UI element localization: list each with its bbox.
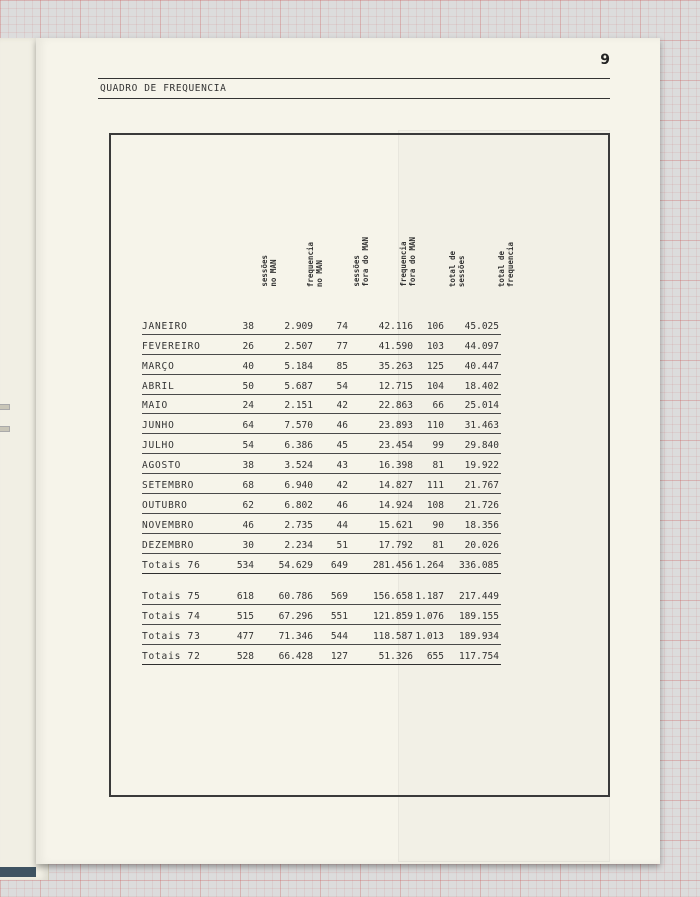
table-cell: 66	[432, 400, 444, 412]
table-cell: 54.629	[278, 559, 313, 571]
column-header	[304, 205, 326, 287]
row-label: Totais 73	[142, 630, 201, 642]
table-cell: 1.013	[415, 630, 444, 642]
table-cell: 38	[242, 320, 254, 332]
table-cell: 45	[336, 440, 348, 452]
table-cell: 42	[336, 480, 348, 492]
table-cell: 31.463	[464, 420, 499, 432]
table-row	[142, 473, 501, 494]
table-cell: 44.097	[464, 340, 499, 352]
table-cell: 108	[426, 499, 444, 511]
row-label: OUTUBRO	[142, 499, 188, 511]
table-cell: 40.447	[464, 360, 499, 372]
column-header	[350, 205, 372, 287]
table-cell: 24	[242, 400, 254, 412]
table-row	[142, 354, 501, 375]
table-cell: 655	[426, 650, 444, 662]
table-cell: 2.735	[284, 519, 313, 531]
table-cell: 81	[432, 460, 444, 472]
table-cell: 68	[242, 480, 254, 492]
table-cell: 551	[330, 610, 348, 622]
table-cell: 6.386	[284, 440, 313, 452]
table-cell: 5.184	[284, 360, 313, 372]
column-header-text: total de sessões	[448, 250, 466, 287]
table-cell: 125	[426, 360, 444, 372]
staple	[0, 426, 10, 432]
row-label: FEVEREIRO	[142, 340, 201, 352]
row-label: JANEIRO	[142, 320, 188, 332]
page-header-title: QUADRO DE FREQUENCIA	[100, 83, 227, 94]
column-header	[397, 205, 419, 287]
table-cell: 16.398	[378, 460, 413, 472]
table-cell: 66.428	[278, 650, 313, 662]
column-header-text: sessões no MAN	[260, 255, 278, 287]
table-cell: 477	[236, 630, 254, 642]
table-cell: 111	[426, 480, 444, 492]
table-cell: 6.940	[284, 480, 313, 492]
row-label: NOVEMBRO	[142, 519, 195, 531]
table-cell: 1.264	[415, 559, 444, 571]
table-row	[142, 314, 501, 335]
table-cell: 2.151	[284, 400, 313, 412]
table-cell: 21.726	[464, 499, 499, 511]
row-label: SETEMBRO	[142, 480, 195, 492]
table-cell: 106	[426, 320, 444, 332]
header-rule-bottom	[98, 98, 610, 99]
table-cell: 618	[236, 590, 254, 602]
row-label: JUNHO	[142, 420, 175, 432]
column-header-text: sessões fora do MAN	[352, 237, 370, 287]
table-cell: 26	[242, 340, 254, 352]
table-cell: 81	[432, 539, 444, 551]
table-cell: 18.356	[464, 519, 499, 531]
table-cell: 2.234	[284, 539, 313, 551]
column-header-text: total de frequencia	[497, 241, 515, 287]
table-row	[142, 414, 501, 435]
table-cell: 189.155	[458, 610, 499, 622]
table-cell: 23.893	[378, 420, 413, 432]
table-cell: 21.767	[464, 480, 499, 492]
table-cell: 74	[336, 320, 348, 332]
table-cell: 1.187	[415, 590, 444, 602]
table-cell: 2.909	[284, 320, 313, 332]
table-cell: 18.402	[464, 380, 499, 392]
header-rule-top	[98, 78, 610, 79]
table-cell: 3.524	[284, 460, 313, 472]
table-cell: 54	[242, 440, 254, 452]
table-cell: 189.934	[458, 630, 499, 642]
table-row	[142, 553, 501, 574]
table-cell: 67.296	[278, 610, 313, 622]
table-cell: 544	[330, 630, 348, 642]
table-row	[142, 334, 501, 355]
table-cell: 649	[330, 559, 348, 571]
row-label: ABRIL	[142, 380, 175, 392]
table-cell: 5.687	[284, 380, 313, 392]
table-row	[142, 644, 501, 665]
row-label: Totais 75	[142, 590, 201, 602]
table-cell: 71.346	[278, 630, 313, 642]
table-cell: 7.570	[284, 420, 313, 432]
table-cell: 17.792	[378, 539, 413, 551]
row-label: AGOSTO	[142, 460, 182, 472]
table-cell: 62	[242, 499, 254, 511]
table-cell: 46	[336, 499, 348, 511]
table-cell: 90	[432, 519, 444, 531]
table-cell: 14.827	[378, 480, 413, 492]
table-cell: 40	[242, 360, 254, 372]
table-cell: 30	[242, 539, 254, 551]
table-row	[142, 493, 501, 514]
table-cell: 38	[242, 460, 254, 472]
table-cell: 64	[242, 420, 254, 432]
table-cell: 127	[330, 650, 348, 662]
table-cell: 51.326	[378, 650, 413, 662]
table-row	[142, 533, 501, 554]
table-cell: 60.786	[278, 590, 313, 602]
table-cell: 23.454	[378, 440, 413, 452]
row-label: MARÇO	[142, 360, 175, 372]
table-cell: 534	[236, 559, 254, 571]
table-cell: 118.587	[372, 630, 413, 642]
table-cell: 336.085	[458, 559, 499, 571]
table-row	[142, 453, 501, 474]
table-cell: 569	[330, 590, 348, 602]
cover-strip	[0, 867, 36, 877]
table-cell: 29.840	[464, 440, 499, 452]
row-label: Totais 74	[142, 610, 201, 622]
table-cell: 50	[242, 380, 254, 392]
table-cell: 45.025	[464, 320, 499, 332]
table-cell: 110	[426, 420, 444, 432]
column-header-text: frequencia fora do MAN	[399, 237, 417, 287]
table-cell: 12.715	[378, 380, 413, 392]
table-row	[142, 604, 501, 625]
table-cell: 20.026	[464, 539, 499, 551]
table-cell: 35.263	[378, 360, 413, 372]
staple	[0, 404, 10, 410]
table-row	[142, 624, 501, 645]
table-row	[142, 513, 501, 534]
table-cell: 103	[426, 340, 444, 352]
row-label: Totais 76	[142, 559, 201, 571]
table-cell: 121.859	[372, 610, 413, 622]
table-cell: 15.621	[378, 519, 413, 531]
column-header	[495, 205, 517, 287]
table-cell: 51	[336, 539, 348, 551]
table-cell: 104	[426, 380, 444, 392]
table-cell: 44	[336, 519, 348, 531]
table-cell: 2.507	[284, 340, 313, 352]
table-cell: 22.863	[378, 400, 413, 412]
table-row	[142, 584, 501, 605]
table-cell: 14.924	[378, 499, 413, 511]
table-cell: 156.658	[372, 590, 413, 602]
table-cell: 42.116	[378, 320, 413, 332]
table-cell: 46	[242, 519, 254, 531]
table-cell: 85	[336, 360, 348, 372]
page-number: 9	[600, 52, 610, 68]
table-cell: 46	[336, 420, 348, 432]
table-cell: 217.449	[458, 590, 499, 602]
table-cell: 6.802	[284, 499, 313, 511]
table-row	[142, 374, 501, 395]
table-cell: 25.014	[464, 400, 499, 412]
table-row	[142, 433, 501, 454]
table-cell: 54	[336, 380, 348, 392]
table-cell: 42	[336, 400, 348, 412]
table-cell: 281.456	[372, 559, 413, 571]
table-cell: 41.590	[378, 340, 413, 352]
table-cell: 77	[336, 340, 348, 352]
table-cell: 528	[236, 650, 254, 662]
table-cell: 515	[236, 610, 254, 622]
row-label: MAIO	[142, 400, 169, 412]
table-cell: 43	[336, 460, 348, 472]
row-label: JULHO	[142, 440, 175, 452]
row-label: Totais 72	[142, 650, 201, 662]
column-header-text: frequencia no MAN	[306, 241, 324, 287]
table-row	[142, 394, 501, 415]
table-cell: 117.754	[458, 650, 499, 662]
row-label: DEZEMBRO	[142, 539, 195, 551]
column-header	[258, 205, 280, 287]
table-cell: 99	[432, 440, 444, 452]
column-header	[446, 205, 468, 287]
table-cell: 19.922	[464, 460, 499, 472]
table-cell: 1.076	[415, 610, 444, 622]
